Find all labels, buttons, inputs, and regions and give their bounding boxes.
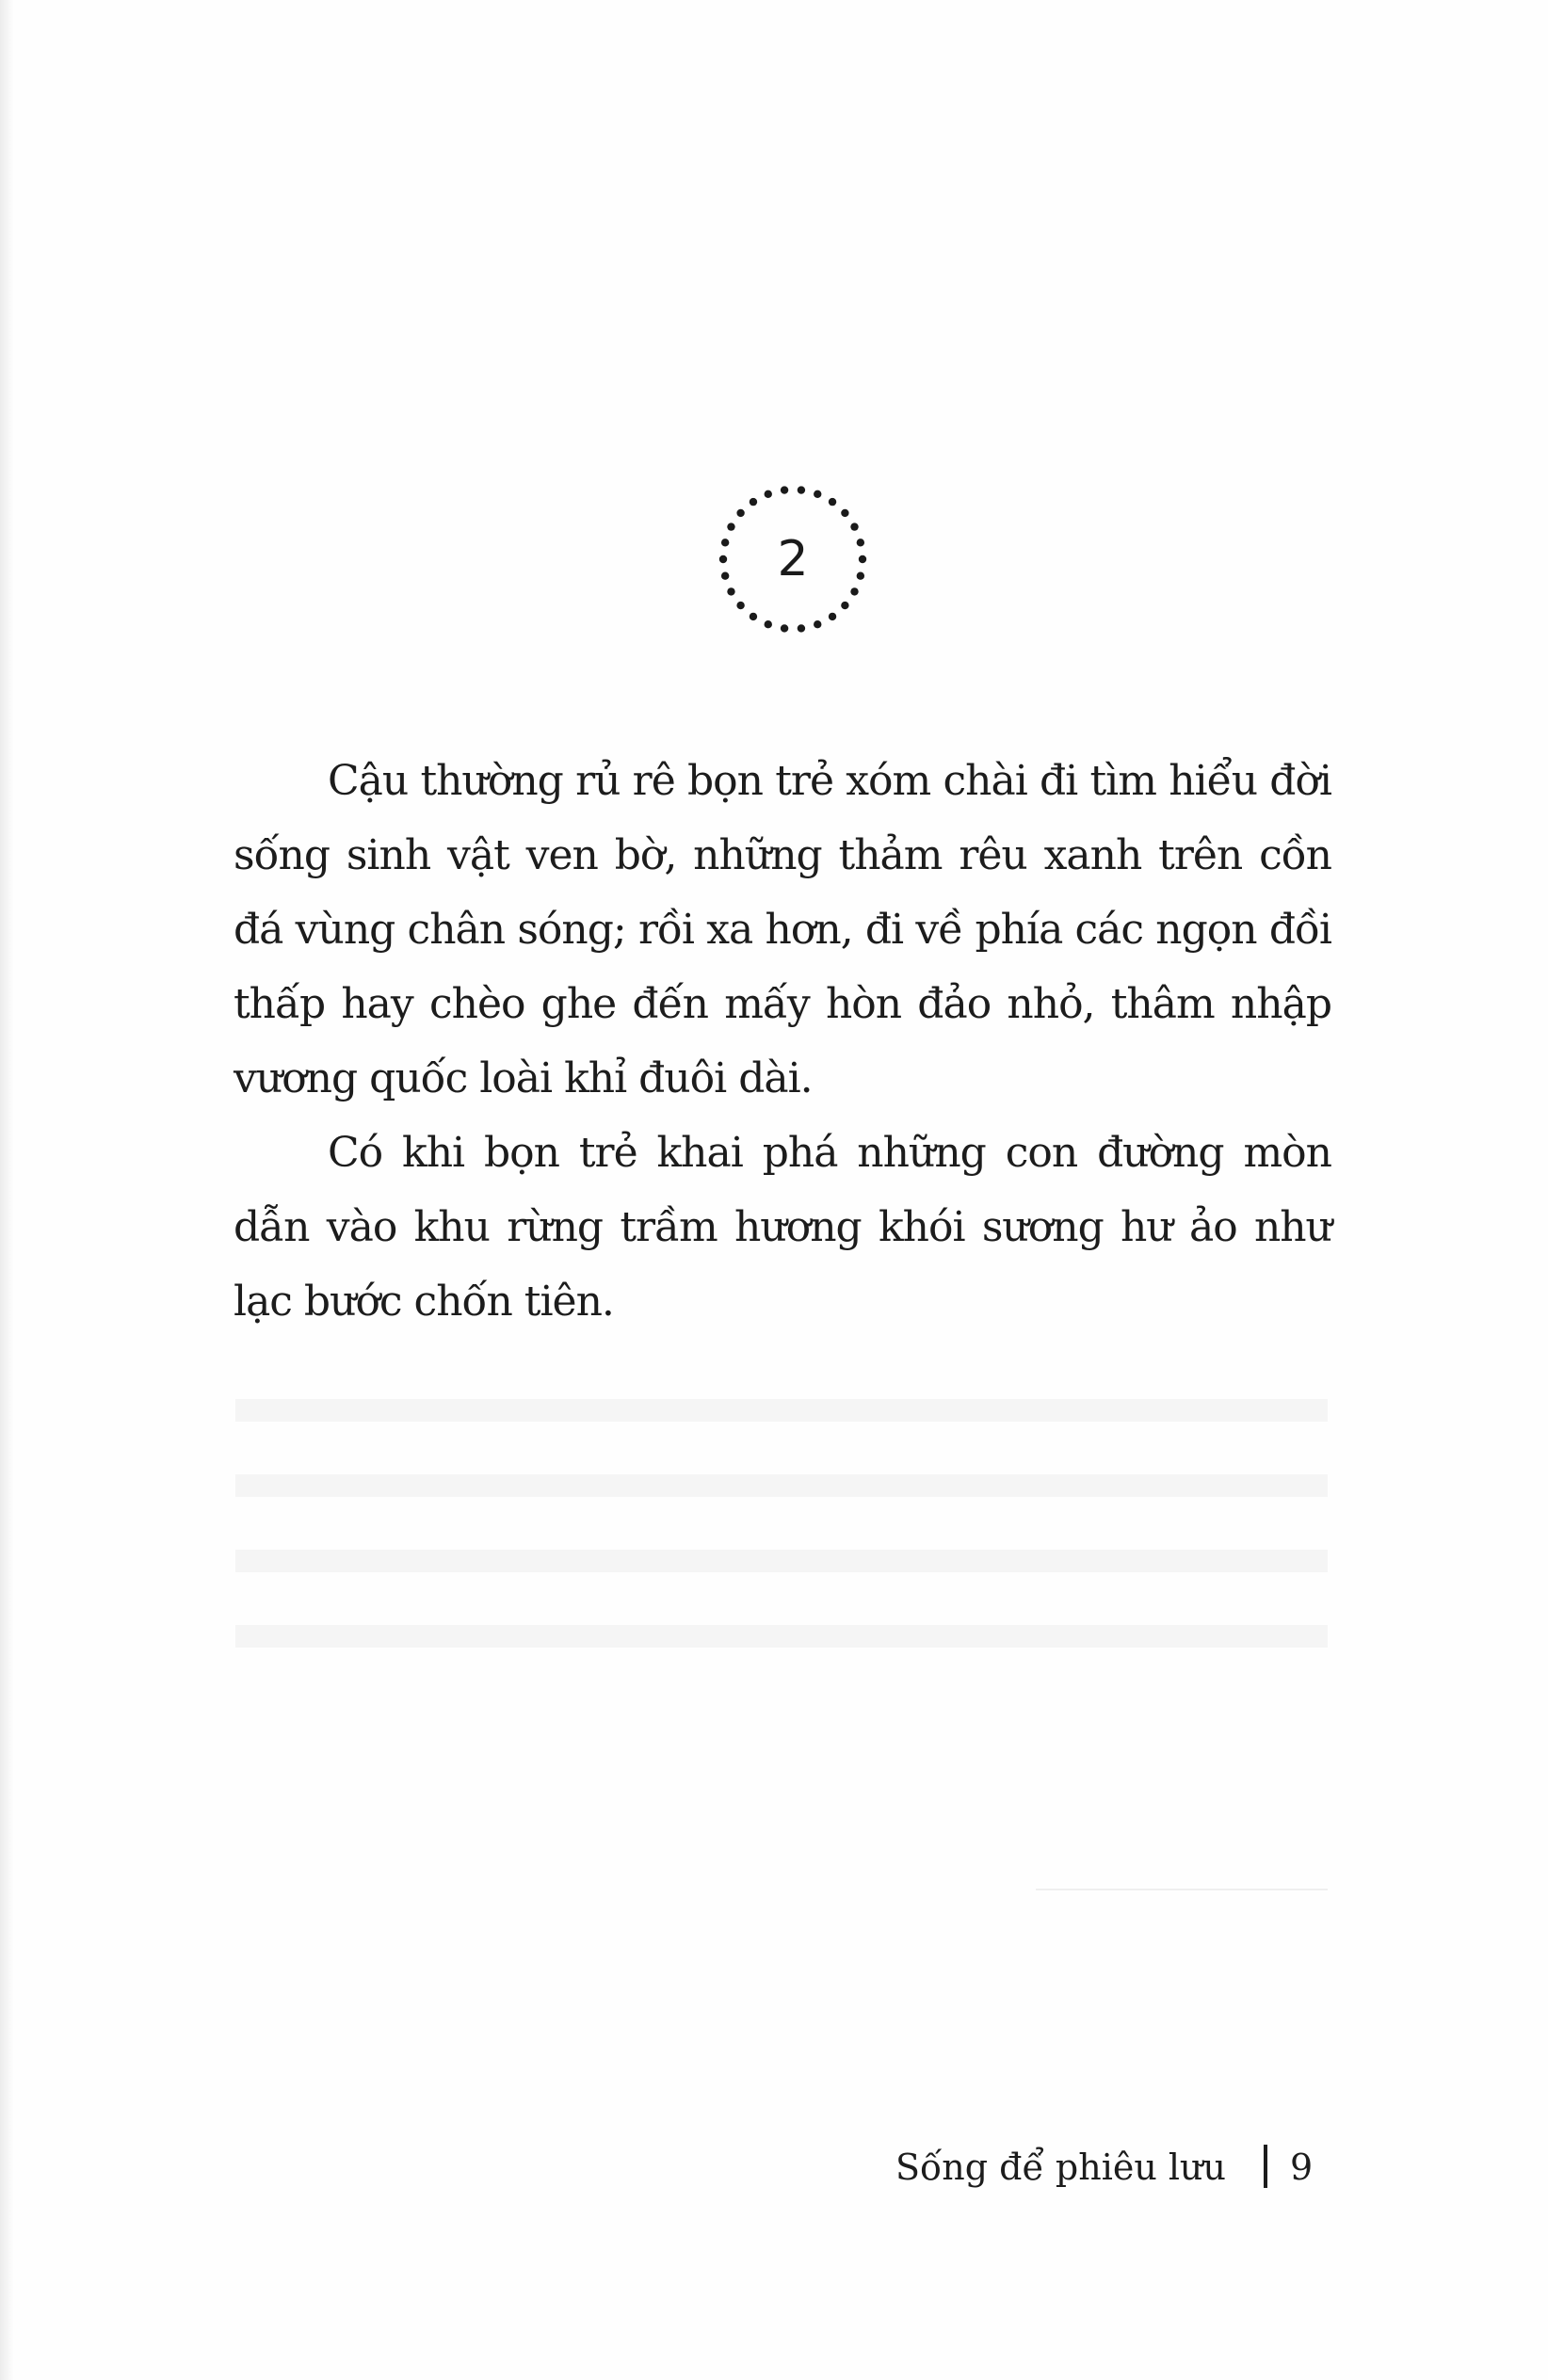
bleed-through-texture: [235, 1346, 1328, 1657]
bleed-through-rule: [1036, 1889, 1328, 1890]
page-number: 9: [1290, 2147, 1314, 2188]
chapter-number: 2: [777, 531, 809, 587]
body-text: [234, 744, 1331, 1339]
footer-divider: [1264, 2145, 1267, 2188]
chapter-marker: [708, 474, 878, 644]
page-footer: [847, 2130, 1337, 2205]
scan-edge: [0, 0, 13, 2380]
paragraph-2: Có khi bọn trẻ khai phá những con đường mòn dẫn vào khu rừng trầm hương khói sương hư ảo như lạc bước chốn tiên.: [234, 1129, 1331, 1326]
running-title: Sống để phiêu lưu: [895, 2147, 1226, 2188]
paragraph-1: Cậu thường rủ rê bọn trẻ xóm chài đi tìm hiểu đời sống sinh vật ven bờ, những thảm rêu xanh trên cồn đá vùng chân sóng; rồi xa hơn, đi về phía các ngọn đồi thấp hay chèo ghe đến mấy hòn đảo nhỏ, thâm nhập vương quốc loài khỉ đuôi dài.: [234, 757, 1331, 1102]
